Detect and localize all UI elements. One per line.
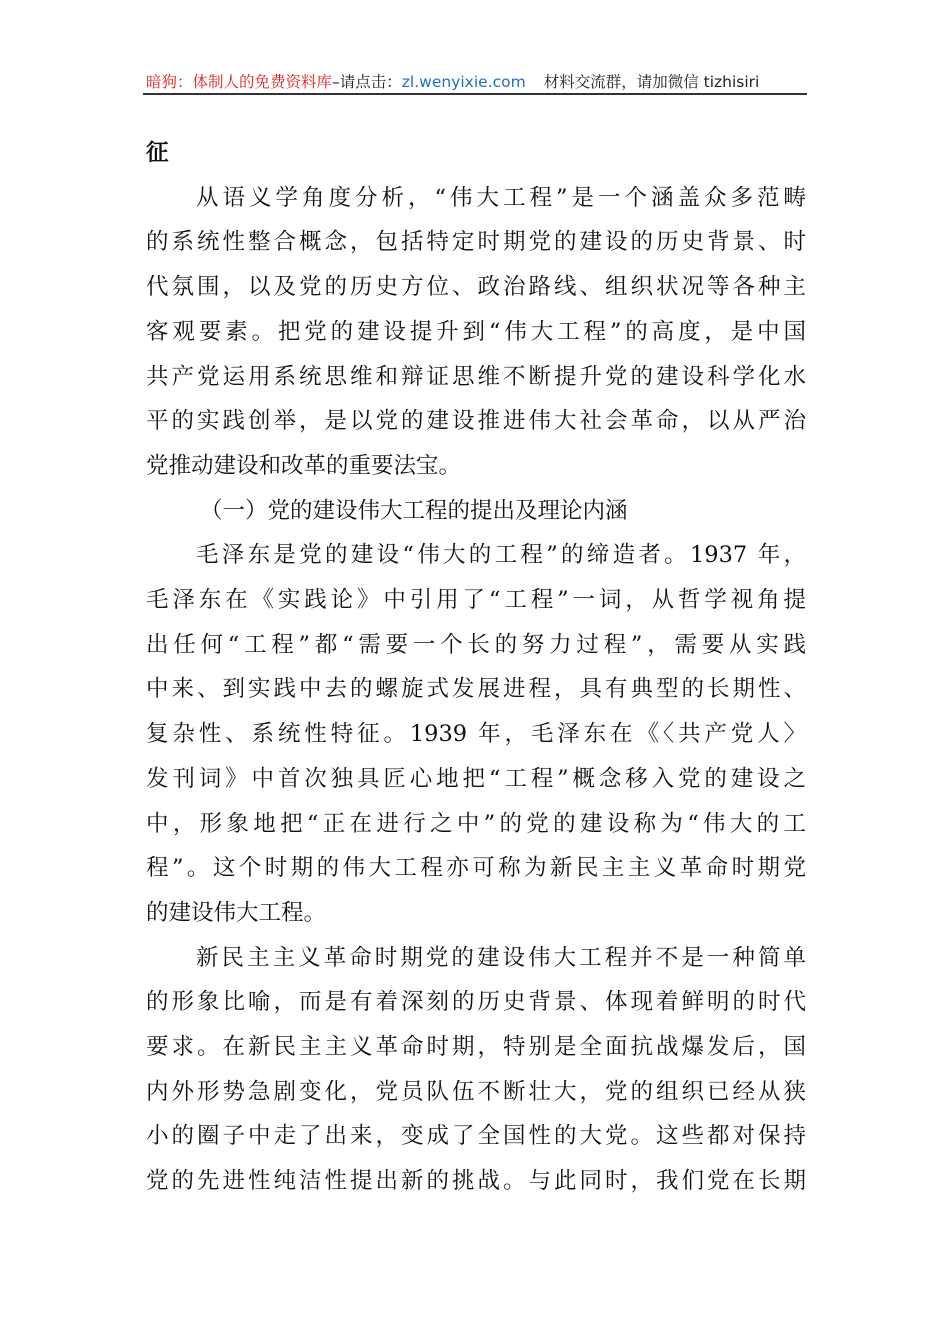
text-line: 复杂性、系统性特征。1939 年，毛泽东在《〈共产党人〉 bbox=[146, 721, 806, 748]
text-line: 党的先进性纯洁性提出新的挑战。与此同时，我们党在长期 bbox=[146, 1168, 806, 1195]
text-line: 从语义学角度分析，“伟大工程”是一个涵盖众多范畴 bbox=[196, 184, 806, 211]
text-line: 客观要素。把党的建设提升到“伟大工程”的高度，是中国 bbox=[146, 318, 806, 345]
site-name: 暗狗：体制人的免费资料库 bbox=[146, 73, 333, 91]
text-line: 出任何“工程”都“需要一个长的努力过程”，需要从实践 bbox=[146, 631, 806, 658]
text-line: 中，形象地把“正在进行之中”的党的建设称为“伟大的工 bbox=[146, 810, 806, 837]
text-line: 发刊词》中首次独具匠心地把“工程”概念移入党的建设之 bbox=[146, 765, 806, 792]
text-line: 的形象比喻，而是有着深刻的历史背景、体现着鲜明的时代 bbox=[146, 989, 806, 1016]
text-line: 要求。在新民主主义革命时期，特别是全面抗战爆发后，国 bbox=[146, 1034, 806, 1060]
text-line: 共产党运用系统思维和辩证思维不断提升党的建设科学化水 bbox=[146, 363, 806, 390]
text-line: 毛泽东是党的建设“伟大的工程”的缔造者。1937 年， bbox=[196, 542, 806, 569]
text-line: 程”。这个时期的伟大工程亦可称为新民主主义革命时期党 bbox=[146, 855, 806, 882]
text-line: 平的实践创举，是以党的建设推进伟大社会革命，以从严治 bbox=[146, 408, 806, 435]
text-line: 小的圈子中走了出来，变成了全国性的大党。这些都对保持 bbox=[146, 1123, 806, 1150]
header-divider bbox=[143, 93, 807, 95]
text-line: 内外形势急剧变化，党员队伍不断壮大，党的组织已经从狭 bbox=[146, 1078, 806, 1105]
text-line: 新民主主义革命时期党的建设伟大工程并不是一种简单 bbox=[196, 944, 806, 971]
text-line: 代氛围，以及党的历史方位、政治路线、组织状况等各种主 bbox=[146, 274, 806, 301]
page-header bbox=[146, 70, 806, 92]
text-line: 党推动建设和改革的重要法宝。 bbox=[146, 452, 462, 479]
text-line: 的建设伟大工程。 bbox=[146, 899, 327, 926]
group-note: 材料交流群，请加微信 tizhisiri bbox=[543, 73, 760, 91]
text-line: 征 bbox=[146, 140, 169, 166]
text-line: 的系统性整合概念，包括特定时期党的建设的历史背景、时 bbox=[146, 229, 806, 256]
click-prompt: –请点击： bbox=[332, 73, 402, 91]
site-link[interactable]: zl.wenyixie.com bbox=[401, 73, 526, 91]
text-line: 中来、到实践中去的螺旋式发展进程，具有典型的长期性、 bbox=[146, 676, 806, 703]
text-line: 毛泽东在《实践论》中引用了“工程”一词，从哲学视角提 bbox=[146, 587, 806, 613]
section-heading: （一）党的建设伟大工程的提出及理论内涵 bbox=[200, 497, 628, 524]
